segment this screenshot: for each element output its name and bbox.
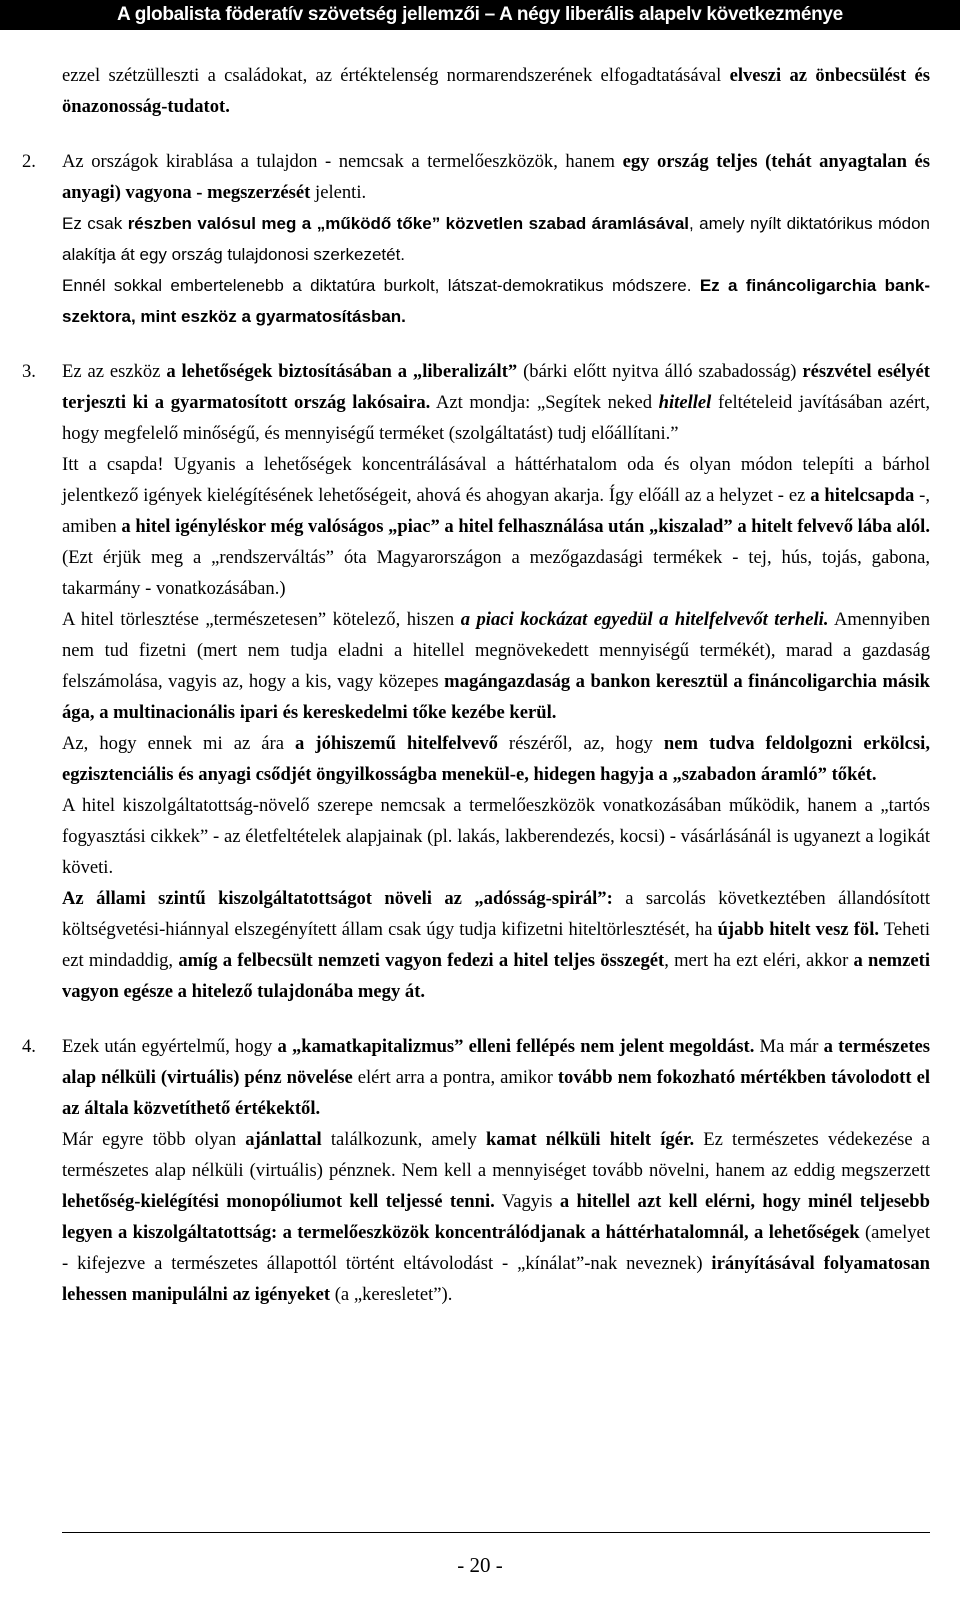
paragraph: A hitel törlesztése „természetesen” kötelező, hiszen a piaci kockázat egyedül a hitelfelvevőt terheli. Amennyiben nem tud fizetni (mert nem tudja eladni a hitellel megnövekedett mennyiségű termékét), marad a gazdaság felszámolása, vagyis az, hogy a kis, vagy közepes magángazdaság a bankon keresztül a fináncoligarchia másik ága, a multinacionális ipari és kereskedelmi tőke kezébe kerül. <box>62 609 930 723</box>
paragraph: Ez csak részben valósul meg a „működő tőke” közvetlen szabad áramlásával, amely nyílt diktatórikus módon alakítja át egy ország tulajdonosi szerkezetét. <box>62 214 930 264</box>
paragraph: Az állami szintű kiszolgáltatottságot növeli az „adósság-spirál”: a sarcolás következtében állandósított költségvetési-hiánnyal elszegényített állam csak úgy tudja kifizetni hiteltörlesztését, ha újabb hitelt vesz föl. Teheti ezt mindaddig, amíg a felbecsült nemzeti vagyon fedezi a hitel teljes összegét, mert ha ezt eléri, akkor a nemzeti vagyon egésze a hitelező tulajdonába megy át. <box>62 888 930 1002</box>
item-number: 2. <box>22 151 36 172</box>
paragraph: A hitel kiszolgáltatottság-növelő szerepe nemcsak a termelőeszközök vonatkozásában működik, hanem a „tartós fogyasztási cikkek” - az életfeltételek alapjainak (pl. lakás, lakberendezés, kocsi) - vásárlásánál is ugyanezt a logikát követi. <box>62 795 930 878</box>
paragraph: Ennél sokkal embertelenebb a diktatúra burkolt, látszat-demokratikus módszere. Ez a fináncoligarchia bank-szektora, mint eszköz a gyarmatosításban. <box>62 276 930 326</box>
list-item-4 <box>22 1031 930 1310</box>
item-number: 3. <box>22 361 36 382</box>
paragraph: Ezek után egyértelmű, hogy a „kamatkapitalizmus” elleni fellépés nem jelent megoldást. Ma már a természetes alap nélküli (virtuális) pénz növelése elért arra a pontra, amikor tovább nem fokozható mértékben távolodott el az általa közvetíthető értékektől. <box>62 1036 930 1119</box>
paragraph: Itt a csapda! Ugyanis a lehetőségek koncentrálásával a háttérhatalom oda és olyan módon telepíti a bárhol jelentkező igények kielégítésének lehetőségeit, ahová és ahogyan akarja. Így előáll az a helyzet - ez a hitelcsapda -, amiben a hitel igényléskor még valóságos „piac” a hitel felhasználása után „kiszalad” a hitelt felvevő lába alól. (Ezt érjük meg a „rendszerváltás” óta Magyarországon a mezőgazdasági termékek - tej, hús, tojás, gabona, takarmány - vonatkozásában.) <box>62 454 930 599</box>
paragraph: Az, hogy ennek mi az ára a jóhiszemű hitelfelvevő részéről, az, hogy nem tudva feldolgozni erkölcsi, egzisztenciális és anyagi csődjét öngyilkosságba menekül-e, hidegen hagyja a „szabadon áramló” tőkét. <box>62 733 930 785</box>
footer-divider <box>62 1532 930 1533</box>
paragraph: Már egyre több olyan ajánlattal találkozunk, amely kamat nélküli hitelt ígér. Ez természetes védekezése a természetes alap nélküli (virtuális) pénznek. Nem kell a mennyiséget tovább növelni, hanem az eddig megszerzett lehetőség-kielégítési monopóliumot kell teljessé tenni. Vagyis a hitellel azt kell elérni, hogy minél teljesebb legyen a kiszolgáltatottság: a termelőeszközök koncentrálódjanak a háttérhatalomnál, a lehetőségek (amelyet - kifejezve a természetes állapottól történt eltávolodást - „kínálat”-nak neveznek) irányításával folyamatosan lehessen manipulálni az igényeket (a „keresletet”). <box>62 1129 930 1305</box>
page-number: - 20 - <box>457 1553 503 1577</box>
paragraph: Az országok kirablása a tulajdon - nemcsak a termelőeszközök, hanem egy ország teljes (tehát anyagtalan és anyagi) vagyona - megszerzését jelenti. <box>62 151 930 203</box>
item-number: 4. <box>22 1036 36 1057</box>
page-body <box>22 60 930 1310</box>
list-item-3 <box>22 356 930 1007</box>
intro-paragraph: ezzel szétzülleszti a családokat, az értéktelenség normarendszerének elfogadtatásával elveszi az önbecsülést és önazonosság-tudatot. <box>62 65 930 117</box>
paragraph: Ez az eszköz a lehetőségek biztosításában a „liberalizált” (bárki előtt nyitva álló szabadosság) részvétel esélyét terjeszti ki a gyarmatosított ország lakósaira. Azt mondja: „Segítek neked hitellel feltételeid javításában azért, hogy megfelelő minőségű, és mennyiségű terméket (szolgáltatást) tudj előállítani.” <box>62 361 930 444</box>
list-item-2 <box>22 146 930 332</box>
running-header: A globalista föderatív szövetség jellemzői – A négy liberális alapelv következménye <box>0 0 960 30</box>
